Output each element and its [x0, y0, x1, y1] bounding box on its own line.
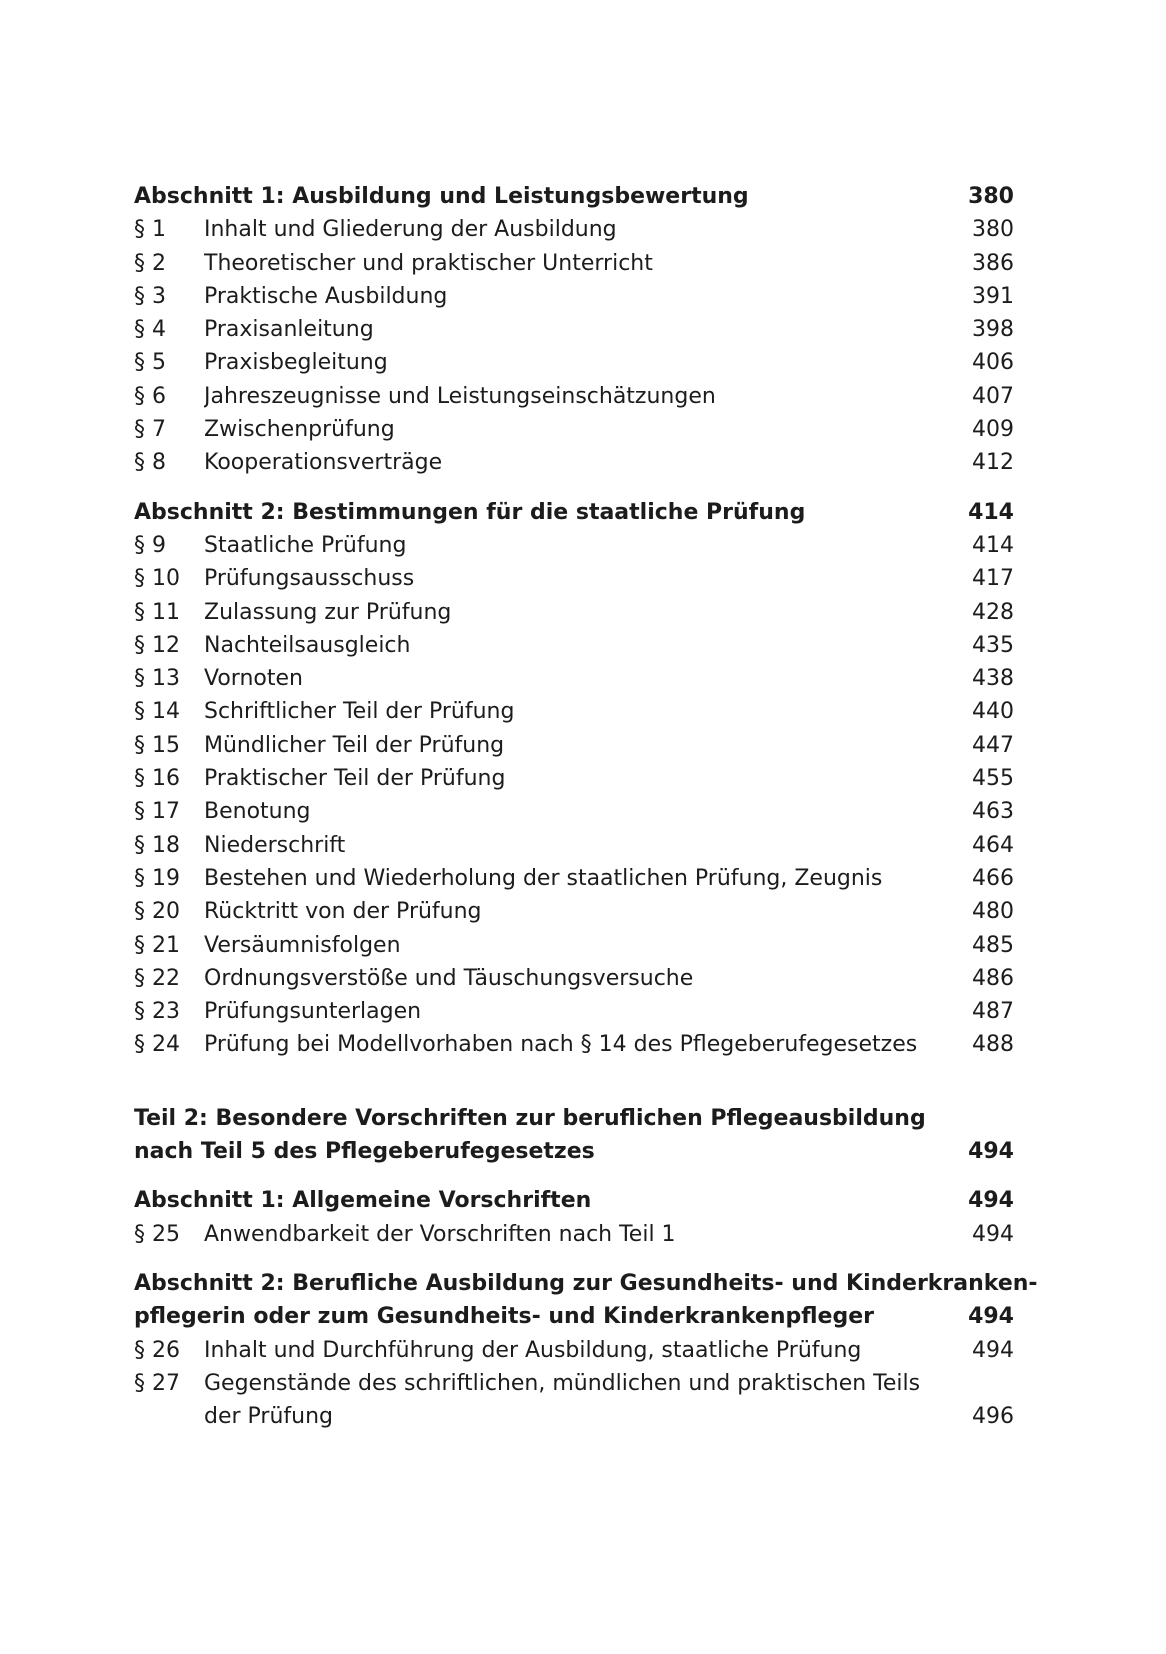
- entry-title: Praxisbegleitung: [204, 350, 388, 376]
- entry-title: Inhalt und Gliederung der Ausbildung: [204, 217, 617, 243]
- page-number: 494: [968, 1188, 1014, 1214]
- toc-entry: [134, 695, 1014, 728]
- spacer: [134, 480, 1014, 496]
- section-heading: [134, 496, 1014, 529]
- paragraph-number: § 27: [134, 1370, 180, 1396]
- paragraph-number: § 10: [134, 566, 180, 592]
- toc-entry: [134, 280, 1014, 313]
- paragraph-number: § 7: [134, 417, 166, 443]
- paragraph-number: § 22: [134, 965, 180, 991]
- section-heading: [134, 1267, 1038, 1334]
- entry-title: Mündlicher Teil der Prüfung: [204, 732, 505, 758]
- entry-title: Staatliche Prüfung: [204, 532, 407, 558]
- paragraph-number: § 16: [134, 766, 180, 792]
- page-number: 435: [972, 632, 1014, 658]
- entry-title: Benotung: [204, 799, 311, 825]
- paragraph-number: § 18: [134, 832, 180, 858]
- spacer: [134, 1251, 1014, 1267]
- paragraph-number: § 25: [134, 1221, 180, 1247]
- entry-title: Prüfung bei Modellvorhaben nach § 14 des Pflegeberufegesetzes: [204, 1032, 918, 1058]
- section-title-line-2: pflegerin oder zum Gesundheits- und Kinderkrankenpfleger: [134, 1304, 874, 1330]
- entry-title-line-2: der Prüfung: [204, 1404, 334, 1430]
- section-title: Abschnitt 1: Ausbildung und Leistungsbewertung: [134, 184, 749, 209]
- toc-entry: [134, 995, 1014, 1028]
- page-number: 409: [972, 417, 1014, 443]
- entry-title: Versäumnisfolgen: [204, 932, 401, 958]
- part-title-line-2: nach Teil 5 des Pflegeberufegesetzes: [134, 1139, 595, 1165]
- entry-title-line-1: Gegenstände des schriftlichen, mündlichen und praktischen Teils: [204, 1370, 921, 1396]
- entry-title: Vornoten: [204, 666, 303, 692]
- toc-entry: [134, 862, 1014, 895]
- page-number: 440: [972, 699, 1014, 725]
- entry-title: Theoretischer und praktischer Unterricht: [204, 250, 653, 276]
- entry-title: Schriftlicher Teil der Prüfung: [204, 699, 515, 725]
- entry-title: Ordnungsverstöße und Täuschungsversuche: [204, 965, 694, 991]
- toc-entry: [134, 1334, 1014, 1367]
- spacer: [134, 1168, 1014, 1184]
- entry-title: Nachteilsausgleich: [204, 632, 411, 658]
- toc-entry: [134, 529, 1014, 562]
- toc-entry: [134, 1367, 1014, 1400]
- toc-entry: [134, 1218, 1014, 1251]
- paragraph-number: § 4: [134, 317, 166, 343]
- paragraph-number: § 6: [134, 383, 166, 409]
- page-number: 386: [972, 250, 1014, 276]
- page-number: 380: [968, 184, 1014, 209]
- page-number: 466: [972, 865, 1014, 891]
- page-number: 455: [972, 766, 1014, 792]
- page-number: 464: [972, 832, 1014, 858]
- page-number: 494: [972, 1337, 1014, 1363]
- page-number: 463: [972, 799, 1014, 825]
- page-number: 417: [972, 566, 1014, 592]
- page-number: 380: [972, 217, 1014, 243]
- entry-title: Inhalt und Durchführung der Ausbildung, staatliche Prüfung: [204, 1337, 862, 1363]
- entry-title: Anwendbarkeit der Vorschriften nach Teil 1: [204, 1221, 676, 1247]
- entry-title: Rücktritt von der Prüfung: [204, 899, 482, 925]
- paragraph-number: § 24: [134, 1032, 180, 1058]
- paragraph-number: § 2: [134, 250, 166, 276]
- toc-entry: [134, 213, 1014, 246]
- toc-entry: [134, 629, 1014, 662]
- entry-title: Praktische Ausbildung: [204, 283, 448, 309]
- page-number: 486: [972, 965, 1014, 991]
- paragraph-number: § 1: [134, 217, 166, 243]
- entry-title: Kooperationsverträge: [204, 450, 443, 476]
- page-number: 391: [972, 283, 1014, 309]
- toc-entry-continuation: [134, 1400, 1014, 1433]
- page-number: 488: [972, 1032, 1014, 1058]
- toc-entry: [134, 795, 1014, 828]
- page-number: 485: [972, 932, 1014, 958]
- page-number: 487: [972, 999, 1014, 1025]
- toc-entry: [134, 895, 1014, 928]
- toc-entry: [134, 346, 1014, 379]
- page-number: 494: [972, 1221, 1014, 1247]
- section-title-line-1: Abschnitt 2: Berufliche Ausbildung zur Gesundheits- und Kinderkranken-: [134, 1270, 1038, 1296]
- paragraph-number: § 15: [134, 732, 180, 758]
- toc-entry: [134, 247, 1014, 280]
- page-number: 494: [968, 1304, 1014, 1330]
- entry-title: Praktischer Teil der Prüfung: [204, 766, 506, 792]
- toc-entry: [134, 929, 1014, 962]
- entry-title: Bestehen und Wiederholung der staatlichen Prüfung, Zeugnis: [204, 865, 883, 891]
- page-number: 412: [972, 450, 1014, 476]
- paragraph-number: § 5: [134, 350, 166, 376]
- paragraph-number: § 3: [134, 283, 166, 309]
- section-heading: [134, 180, 1014, 213]
- part-title-line-1: Teil 2: Besondere Vorschriften zur beruflichen Pflegeausbildung: [134, 1105, 926, 1131]
- paragraph-number: § 11: [134, 599, 180, 625]
- entry-title: Jahreszeugnisse und Leistungseinschätzungen: [204, 383, 716, 409]
- page-number: 414: [968, 499, 1014, 525]
- toc-entry: [134, 562, 1014, 595]
- entry-title: Niederschrift: [204, 832, 346, 858]
- entry-title: Zwischenprüfung: [204, 417, 395, 443]
- toc-entry: [134, 596, 1014, 629]
- page-number: 398: [972, 317, 1014, 343]
- page-number: 447: [972, 732, 1014, 758]
- toc-entry: [134, 1028, 1014, 1061]
- toc-entry: [134, 446, 1014, 479]
- paragraph-number: § 9: [134, 532, 166, 558]
- page-number: 438: [972, 666, 1014, 692]
- toc-entry: [134, 662, 1014, 695]
- toc-entry: [134, 729, 1014, 762]
- paragraph-number: § 13: [134, 666, 180, 692]
- entry-title: Prüfungsunterlagen: [204, 999, 422, 1025]
- paragraph-number: § 14: [134, 699, 180, 725]
- paragraph-number: § 17: [134, 799, 180, 825]
- toc-entry: [134, 413, 1014, 446]
- paragraph-number: § 21: [134, 932, 180, 958]
- paragraph-number: § 12: [134, 632, 180, 658]
- entry-title: Zulassung zur Prüfung: [204, 599, 452, 625]
- toc-entry: [134, 962, 1014, 995]
- entry-title: Prüfungsausschuss: [204, 566, 415, 592]
- page-number: 406: [972, 350, 1014, 376]
- toc-entry: [134, 829, 1014, 862]
- section-title: Abschnitt 1: Allgemeine Vorschriften: [134, 1188, 592, 1214]
- page-number: 496: [972, 1404, 1014, 1430]
- spacer: [134, 1062, 1014, 1102]
- entry-title: Praxisanleitung: [204, 317, 374, 343]
- section-heading: [134, 1184, 1014, 1217]
- paragraph-number: § 20: [134, 899, 180, 925]
- paragraph-number: § 19: [134, 865, 180, 891]
- paragraph-number: § 26: [134, 1337, 180, 1363]
- page-number: 407: [972, 383, 1014, 409]
- page-number: 428: [972, 599, 1014, 625]
- section-title: Abschnitt 2: Bestimmungen für die staatliche Prüfung: [134, 499, 806, 525]
- paragraph-number: § 8: [134, 450, 166, 476]
- table-of-contents: [134, 180, 1038, 1433]
- page-number: 480: [972, 899, 1014, 925]
- toc-entry: [134, 313, 1014, 346]
- toc-entry: [134, 762, 1014, 795]
- paragraph-number: § 23: [134, 999, 180, 1025]
- page-number: 414: [972, 532, 1014, 558]
- toc-entry: [134, 380, 1014, 413]
- page-number: 494: [968, 1139, 1014, 1165]
- part-heading: [134, 1102, 1014, 1169]
